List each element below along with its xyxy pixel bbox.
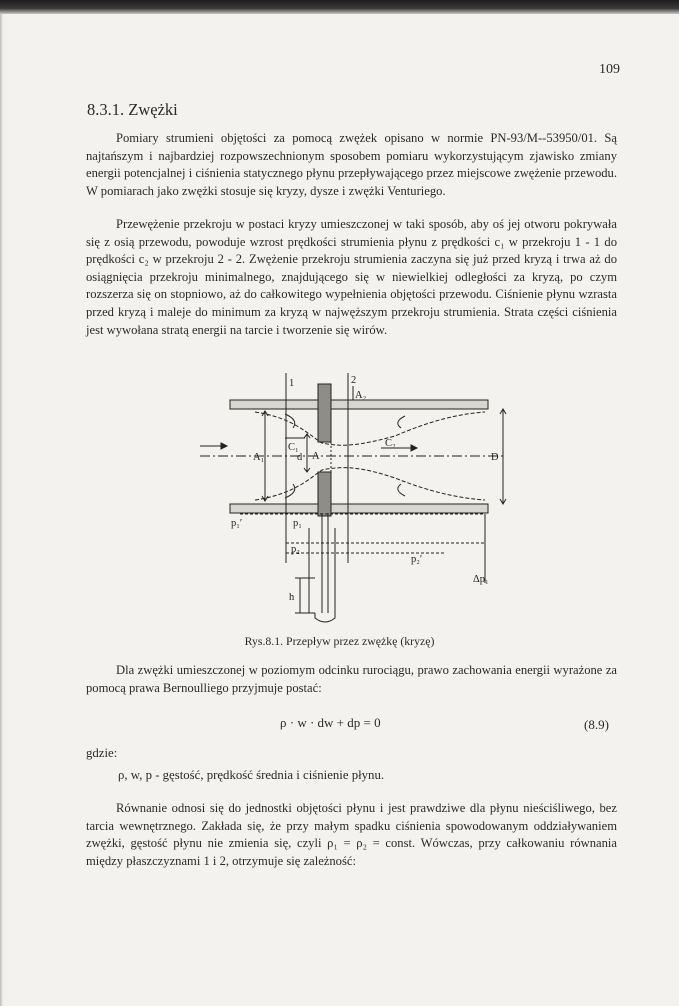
paragraph-bernoulli: Dla zwężki umieszczonej w poziomym odcinku rurociągu, prawo zachowania energii wyrażone za pomocą prawa Bernoulliego przyjmuje postać: <box>86 663 617 695</box>
label-delta-p1: Δp₁ <box>473 574 489 585</box>
pipe-wall-top <box>230 400 488 409</box>
section-heading: 8.3.1. Zwężki <box>87 100 178 119</box>
paragraph-orifice-description: Przewężenie przekroju w postaci kryzy umieszczonej w taki sposób, aby oś jej otworu pokrywała się z osią przewodu, powoduje wzrost prędkości strumienia płynu z prędkości c₁ w przekroju 1 - 1 do prędkości c₂ w przekroju 2 - 2. Zwężenie przekroju strumienia zaczyna się już przed kryzą i trwa aż do osiągnięcia przekroju minimalnego, znajdującego się w niewielkiej odległości za kryzą, po czym rozszerza się on stopniowo, aż do całkowitego wypełnienia objętości przewodu. Ciśnienie płynu wzrasta przed kryzą i maleje do minimum za kryzą w najwęższym przekroju strumienia. Strata części ciśnienia jest wywołana stratą energii na tarcie i tworzenie się wirów. <box>86 217 617 337</box>
label-section-2: 2 <box>351 375 357 386</box>
paragraph-intro: Pomiary strumieni objętości za pomocą zwężek opisano w normie PN-93/M--53950/01. Są najtańszym i najbardziej rozpowszechnionym sposobem pomiaru wykorzystującym zjawisko zmiany energii potencjalnej i ciśnienia statycznego płynu przepływającego przez miejscowe zwężenie przewodu. W pomiarach jako zwężki stosuje się kryzy, dysze i zwężki Venturiego. <box>86 131 617 198</box>
orifice-plate-top <box>318 384 331 442</box>
orifice-plate-bottom <box>318 472 331 516</box>
figure-caption: Rys.8.1. Przepływ przez zwężkę (kryzę) <box>244 634 435 648</box>
label-a: A <box>312 451 320 462</box>
label-p2-prime: p₂′ <box>411 554 423 565</box>
symbols-definition: ρ, w, p - gęstość, prędkość średnia i ciśnienie płynu. <box>118 768 385 782</box>
label-a1: A₁ <box>253 452 265 463</box>
equation: ρ · w · dw + dp = 0 <box>280 715 381 730</box>
paragraph-incompressible: Równanie odnosi się do jednostki objętości płynu i jest prawdziwe dla płynu nieściśliwego, bez tarcia wewnętrznego. Zakłada się, że przy małym spadku ciśnienia spowodowanym oddziaływaniem zwężki, gęstość płynu nie zmienia się, czyli ρ₁ = ρ₂ = const. Wówczas, przy całkowaniu równania między płaszczyznami 1 i 2, otrzymuje się zależność: <box>86 801 617 868</box>
where-label: gdzie: <box>86 746 118 760</box>
label-p1-prime: p₁′ <box>231 518 243 529</box>
orifice-flow-diagram <box>185 368 530 630</box>
label-diameter: D <box>491 452 499 463</box>
equation-number: (8.9) <box>584 717 609 732</box>
label-a2: A₂ <box>355 390 367 401</box>
label-c2: C₂ <box>385 438 396 449</box>
pipe-wall-bottom <box>230 504 488 513</box>
label-h: h <box>289 592 295 603</box>
scan-top-shadow <box>0 0 679 14</box>
label-section-1: 1 <box>289 378 295 389</box>
page-number: 109 <box>599 62 620 77</box>
label-d: d <box>297 452 303 463</box>
label-p1: p₁ <box>293 518 302 529</box>
scan-left-shadow <box>0 14 3 1006</box>
label-p2: p₂ <box>291 544 300 555</box>
label-c1: C₁ <box>288 442 299 453</box>
